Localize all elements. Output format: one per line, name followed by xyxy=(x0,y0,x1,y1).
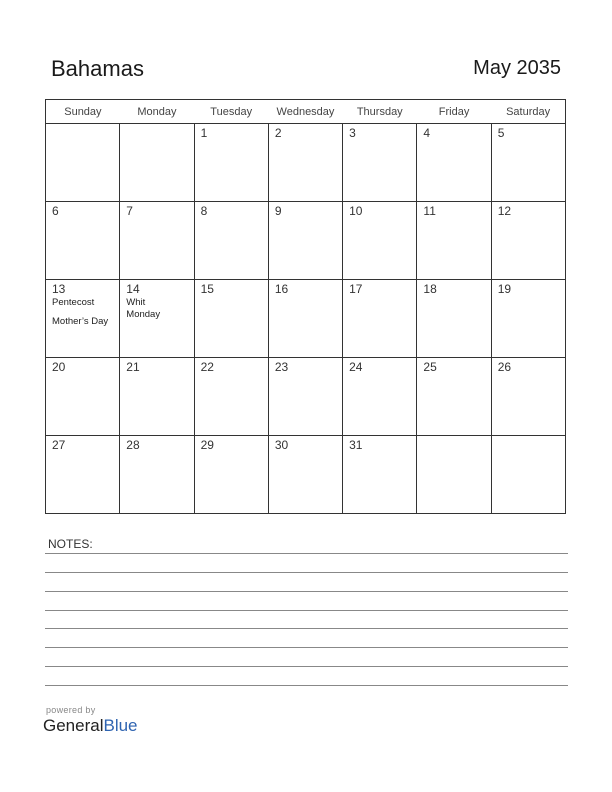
notes-line[interactable] xyxy=(45,572,568,573)
day-cell xyxy=(343,280,417,358)
notes-line[interactable] xyxy=(45,553,568,554)
weekday-tuesday: Tuesday xyxy=(194,100,268,124)
weekday-saturday: Saturday xyxy=(491,100,565,124)
weekday-friday: Friday xyxy=(417,100,491,124)
day-cell xyxy=(417,280,491,358)
day-cell xyxy=(46,124,120,202)
day-cell xyxy=(194,202,268,280)
day-cell xyxy=(491,358,565,436)
day-cell xyxy=(417,358,491,436)
day-number: 1 xyxy=(200,126,208,140)
brand-general: General xyxy=(43,716,104,735)
day-number: 27 xyxy=(52,438,66,452)
day-number: 21 xyxy=(126,360,140,374)
day-cell xyxy=(46,436,120,514)
weekday-wednesday: Wednesday xyxy=(268,100,342,124)
day-number: 5 xyxy=(497,126,505,140)
day-number: 8 xyxy=(200,204,208,218)
holiday-label: Pentecost xyxy=(52,297,95,308)
day-cell xyxy=(268,436,342,514)
month-year-title: May 2035 xyxy=(473,57,561,79)
weekday-sunday: Sunday xyxy=(46,100,120,124)
holiday-label: Mother’s Day xyxy=(52,316,109,327)
week-row xyxy=(46,436,566,514)
day-cell xyxy=(268,358,342,436)
day-number: 3 xyxy=(349,126,356,140)
day-number xyxy=(120,124,193,126)
day-number: 28 xyxy=(126,438,140,452)
week-row xyxy=(46,202,566,280)
day-number: 4 xyxy=(423,126,431,140)
day-cell xyxy=(268,124,342,202)
day-cell xyxy=(194,436,268,514)
notes-line[interactable] xyxy=(45,685,568,686)
day-cell xyxy=(343,436,417,514)
day-cell xyxy=(194,124,268,202)
day-number: 24 xyxy=(349,360,363,374)
week-row xyxy=(46,358,566,436)
day-cell xyxy=(417,124,491,202)
day-cell xyxy=(268,202,342,280)
notes-label: NOTES: xyxy=(48,537,93,551)
day-number: 6 xyxy=(52,204,59,218)
day-number: 30 xyxy=(274,438,289,452)
day-cell xyxy=(120,358,194,436)
powered-by-text: powered by xyxy=(46,705,96,715)
country-title: Bahamas xyxy=(51,56,144,81)
brand-blue: Blue xyxy=(103,716,138,735)
day-number: 7 xyxy=(126,204,133,218)
day-cell xyxy=(120,436,194,514)
day-cell xyxy=(491,124,565,202)
day-number xyxy=(492,436,565,438)
day-number: 23 xyxy=(274,360,289,374)
day-number: 13 xyxy=(52,282,66,296)
day-number: 22 xyxy=(200,360,214,374)
day-cell xyxy=(194,280,268,358)
day-cell xyxy=(343,202,417,280)
week-row xyxy=(46,280,566,358)
notes-line[interactable] xyxy=(45,666,568,667)
day-cell xyxy=(417,202,491,280)
day-cell xyxy=(343,358,417,436)
day-number xyxy=(417,436,490,438)
generalblue-logo[interactable] xyxy=(43,716,138,736)
notes-line[interactable] xyxy=(45,628,568,629)
day-number: 26 xyxy=(497,360,512,374)
day-cell xyxy=(46,280,120,358)
day-cell xyxy=(194,358,268,436)
day-cell xyxy=(491,280,565,358)
weekday-thursday: Thursday xyxy=(343,100,417,124)
day-number: 2 xyxy=(274,126,282,140)
day-cell xyxy=(491,436,565,514)
day-cell xyxy=(268,280,342,358)
day-cell xyxy=(491,202,565,280)
day-cell xyxy=(120,202,194,280)
day-number: 18 xyxy=(423,282,437,296)
day-cell xyxy=(46,358,120,436)
day-number: 11 xyxy=(423,204,436,218)
calendar-grid xyxy=(45,99,566,514)
day-number: 16 xyxy=(274,282,289,296)
day-number: 29 xyxy=(200,438,214,452)
day-number: 10 xyxy=(349,204,363,218)
holiday-label: Whit Monday xyxy=(126,297,161,320)
day-cell xyxy=(417,436,491,514)
week-row xyxy=(46,124,566,202)
day-cell xyxy=(120,124,194,202)
day-number: 12 xyxy=(497,204,512,218)
day-number: 15 xyxy=(200,282,214,296)
day-cell xyxy=(46,202,120,280)
day-number: 31 xyxy=(349,438,363,452)
weekday-monday: Monday xyxy=(120,100,194,124)
day-cell xyxy=(343,124,417,202)
notes-line[interactable] xyxy=(45,610,568,611)
day-number: 20 xyxy=(52,360,66,374)
day-cell xyxy=(120,280,194,358)
day-number: 14 xyxy=(126,282,140,296)
day-number: 17 xyxy=(349,282,363,296)
notes-line[interactable] xyxy=(45,647,568,648)
day-number: 19 xyxy=(497,282,512,296)
day-number xyxy=(46,124,119,126)
notes-line[interactable] xyxy=(45,591,568,592)
weekday-header-row xyxy=(46,100,566,124)
day-number: 9 xyxy=(274,204,282,218)
day-number: 25 xyxy=(423,360,437,374)
